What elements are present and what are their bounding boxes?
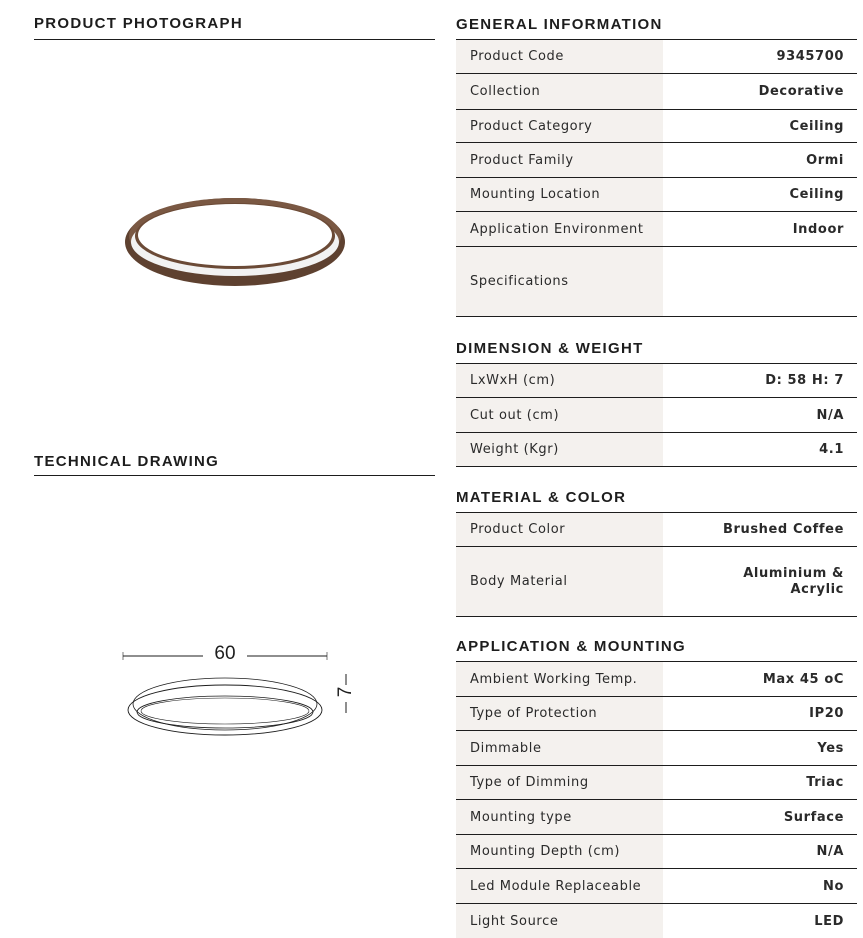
row-value: 4.1 <box>819 442 844 457</box>
row-label: Collection <box>456 74 663 109</box>
drawing-outer-rim <box>128 685 322 735</box>
table-row <box>456 800 857 835</box>
lamp-diffuser <box>138 204 332 266</box>
table-row <box>456 143 857 178</box>
table-row <box>456 662 857 697</box>
table-row <box>456 110 857 143</box>
row-label: Cut out (cm) <box>456 398 663 432</box>
dimension-weight-title: DIMENSION & WEIGHT <box>456 340 644 357</box>
drawing-diffuser <box>137 696 313 728</box>
drawing-diffuser-inner <box>141 698 309 724</box>
material-color-title: MATERIAL & COLOR <box>456 489 627 506</box>
application-mounting-title: APPLICATION & MOUNTING <box>456 638 686 655</box>
table-row <box>456 40 857 74</box>
table-row <box>456 547 857 617</box>
table-row <box>456 364 857 398</box>
height-dimension-label: 7 <box>335 686 356 698</box>
row-label: Mounting Location <box>456 178 663 211</box>
table-row <box>456 904 857 938</box>
row-value: Ormi <box>806 152 844 168</box>
table-row <box>456 178 857 212</box>
divider <box>34 39 435 40</box>
table-row <box>456 398 857 433</box>
application-mounting-table <box>456 661 857 938</box>
table-row <box>456 433 857 467</box>
row-value: D: 58 H: 7 <box>765 373 844 388</box>
table-row <box>456 74 857 110</box>
row-value: N/A <box>816 844 844 859</box>
table-row <box>456 247 857 317</box>
row-label: Type of Protection <box>456 697 663 730</box>
table-row <box>456 731 857 766</box>
row-label: Application Environment <box>456 212 663 246</box>
row-label: Led Module Replaceable <box>456 869 663 903</box>
table-row <box>456 766 857 800</box>
row-label: Mounting type <box>456 800 663 834</box>
row-value-line: Aluminium & <box>743 565 844 581</box>
row-label: Dimmable <box>456 731 663 765</box>
table-row <box>456 835 857 869</box>
row-label: Light Source <box>456 904 663 938</box>
width-dimension-label: 60 <box>205 643 245 665</box>
row-value: Ceiling <box>789 187 844 202</box>
table-row <box>456 212 857 247</box>
row-value: No <box>822 878 844 894</box>
row-label: Ambient Working Temp. <box>456 662 663 696</box>
row-label: Mounting Depth (cm) <box>456 835 663 868</box>
row-label: Body Material <box>456 547 663 616</box>
row-value: Max 45 oC <box>762 671 844 687</box>
row-value-line: Acrylic <box>790 581 844 597</box>
product-photograph-title: PRODUCT PHOTOGRAPH <box>34 15 243 32</box>
general-information-title: GENERAL INFORMATION <box>456 16 663 33</box>
row-value: Decorative <box>758 84 844 99</box>
row-value: Triac <box>806 775 844 790</box>
row-value <box>663 547 857 616</box>
technical-drawing-title: TECHNICAL DRAWING <box>34 453 220 470</box>
row-label: Product Family <box>456 143 663 177</box>
general-information-table <box>456 39 857 317</box>
row-value: Surface <box>783 809 844 825</box>
row-value: IP20 <box>809 706 844 721</box>
row-value: Ceiling <box>789 118 844 134</box>
table-row <box>456 869 857 904</box>
row-label: Product Color <box>456 513 663 546</box>
dimension-weight-table <box>456 363 857 467</box>
row-label: Product Category <box>456 110 663 142</box>
row-label: Specifications <box>456 247 663 316</box>
row-value <box>663 247 857 316</box>
row-value: Yes <box>817 740 844 756</box>
row-label: Weight (Kgr) <box>456 433 663 466</box>
material-color-table <box>456 512 857 617</box>
drawing-top-rim <box>133 678 317 730</box>
row-value: Brushed Coffee <box>722 522 844 537</box>
row-value: Indoor <box>792 221 844 237</box>
row-value: 9345700 <box>776 49 844 64</box>
table-row <box>456 697 857 731</box>
row-value: LED <box>814 913 844 929</box>
row-label: Type of Dimming <box>456 766 663 799</box>
row-value: N/A <box>816 407 844 423</box>
table-row <box>456 513 857 547</box>
product-photo <box>120 180 350 295</box>
row-label: Product Code <box>456 40 663 73</box>
row-label: LxWxH (cm) <box>456 364 663 397</box>
divider <box>34 475 435 476</box>
